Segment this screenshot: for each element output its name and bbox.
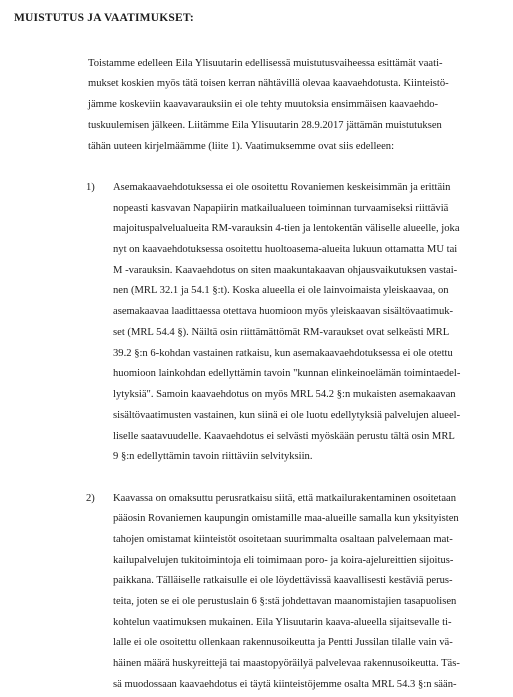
intro-line: jämme koskeviin kaavavarauksiin ei ole tehty muutoksia ensimmäisen kaavaehdo- — [88, 99, 439, 110]
intro-line: mukset koskien myös tätä toisen kerran nähtävillä olevaa kaavaehdotusta. Kiinteistö- — [88, 78, 449, 89]
list-item-line: lytyksiä". Samoin kaavaehdotus on myös MRL 54.2 §:n mukaisten asemakaavan — [113, 389, 456, 400]
list-item-line: Asemakaavaehdotuksessa ei ole osoitettu Rovaniemen keskeisimmän ja erittäin — [113, 182, 451, 193]
list-item-line: asemakaavaa laadittaessa otettava huomioon myös yleiskaavan sisältövaatimuk- — [113, 306, 454, 317]
list-item-number: 2) — [86, 493, 95, 504]
intro-line: tuskuulemisen jälkeen. Liitämme Eila Ylisuutarin 28.9.2017 jättämän muistutuksen — [88, 120, 442, 131]
list-item-line: häinen määrä huskyreittejä tai maastopyöräilyä palvelevaa rakennusoikeutta. Täs- — [113, 658, 460, 669]
list-item-line: 9 §:n edellyttämin tavoin riittäviin selvityksiin. — [113, 451, 313, 462]
list-item-line: kailupalvelujen tukitoimintoja eli toimimaan poro- ja koira-ajelureittien sijoitus- — [113, 555, 454, 566]
list-item-line: 39.2 §:n 6-kohdan vastainen ratkaisu, kun asemakaavaehdotuksessa ei ole otettu — [113, 348, 453, 359]
intro-line: Toistamme edelleen Eila Ylisuutarin edellisessä muistutusvaiheessa esittämät vaati- — [88, 58, 443, 69]
list-item-line: kohtelun vaatimuksen mukainen. Eila Ylisuutarin kaava-alueella sijaitsevalle ti- — [113, 617, 452, 628]
list-item-line: Kaavassa on omaksuttu perusratkaisu siitä, että matkailurakentaminen osoitetaan — [113, 493, 457, 504]
list-item-line: set (MRL 54.4 §). Näiltä osin riittämättömät RM-varaukset ovat selkeästi MRL — [113, 327, 450, 338]
list-item-line: teita, joten se ei ole perustuslain 6 §:stä johdettavan maanomistajien tasapuolisen — [113, 596, 457, 607]
list-item-line: huomioon lainkohdan edellyttämin tavoin "kunnan elinkeinoelämän toimintaedel- — [113, 368, 461, 379]
list-item-line: sä muodossaan kaavaehdotus ei täytä kiinteistöjemme osalta MRL 54.3 §:n sään- — [113, 679, 457, 690]
list-item-line: nyt on kaavaehdotuksessa osoitettu huoltoasema-alueita lukuun ottamatta MU tai — [113, 244, 458, 255]
list-item-line: tahojen omistamat kiinteistöt osoitetaan suurimmalta osaltaan palvelemaan mat- — [113, 534, 453, 545]
list-item-line: paikkana. Tälläiselle ratkaisulle ei ole löydettävissä kaavallisesti kestäviä perus- — [113, 575, 453, 586]
list-item-line: lalle ei ole osoitettu ollenkaan rakennusoikeutta ja Pentti Jussilan tilalle vain vä- — [113, 637, 453, 648]
section-heading: MUISTUTUS JA VAATIMUKSET: — [14, 12, 194, 24]
list-item-line: nen (MRL 32.1 ja 54.1 §:t). Koska alueella ei ole lainvoimaista yleiskaavaa, on — [113, 285, 449, 296]
list-item-line: sisältövaatimusten vastainen, kun siinä ei ole luotu edellytyksiä palvelujen alueel- — [113, 410, 461, 421]
list-item-line: liselle saatavuudelle. Kaavaehdotus ei selvästi myöskään perustu tältä osin MRL — [113, 431, 455, 442]
list-item-number: 1) — [86, 182, 95, 193]
intro-line: tähän uuteen kirjelmäämme (liite 1). Vaatimuksemme ovat siis edelleen: — [88, 141, 395, 152]
list-item-line: nopeasti kasvavan Napapiirin matkailualueen toiminnan turvaamiseksi riittäviä — [113, 203, 449, 214]
list-item-line: majoituspalvelualueita RM-varauksin 4-tien ja lentokentän väliselle alueelle, joka — [113, 223, 460, 234]
list-item-line: M -varauksin. Kaavaehdotus on siten maakuntakaavan ohjausvaikutuksen vastai- — [113, 265, 458, 276]
list-item-line: pääosin Rovaniemen kaupungin omistamille maa-alueille samalla kun yksityisten — [113, 513, 459, 524]
